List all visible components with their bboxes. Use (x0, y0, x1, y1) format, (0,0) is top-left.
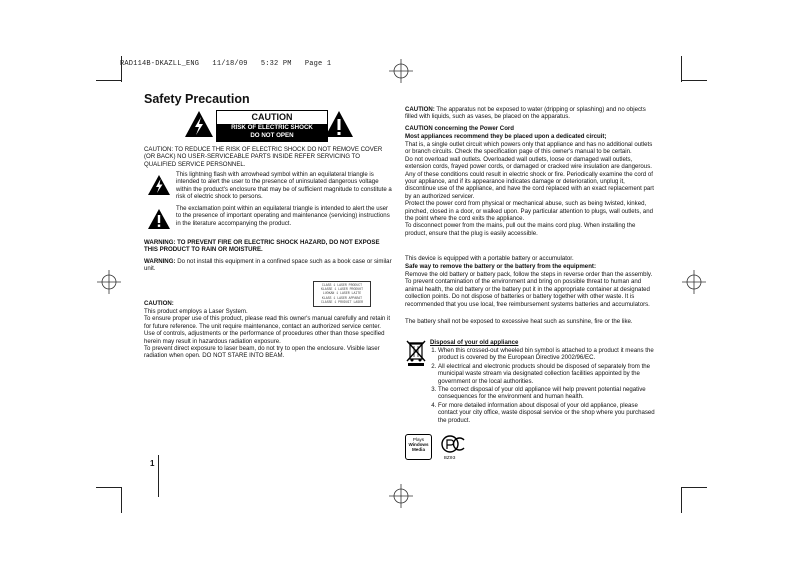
disposal-heading: Disposal of your old appliance (430, 339, 519, 346)
crop-mark (96, 80, 122, 81)
battery-heading: Safe way to remove the battery or the battery from the equipment: (405, 263, 596, 270)
disposal-item: 2. All electrical and electronic products should be disposed of separately from the municipal waste stream via designated collection facilities appointed by the government or the local authorities. (438, 363, 656, 385)
caution-box-title: CAUTION (251, 112, 293, 122)
battery-detail: Remove the old battery or battery pack, follow the steps in reverse order than the assembly. To prevent contamination of the environment and bring on possible threat to human and animal health, the old battery or the battery put it in the appropriate container at designated collection points. Do not dispose of batteries or battery together with other waste. It is recommended that you use local, free reimbursement systems batteries and accumulators. (405, 271, 653, 308)
disposal-item: 4. For more detailed information about disposal of your old appliance, please contact your city office, waste disposal service or the shop where you purchased the product. (438, 402, 656, 424)
registration-target-icon (389, 59, 413, 83)
caution-shock-text: CAUTION: TO REDUCE THE RISK OF ELECTRIC SHOCK DO NOT REMOVE COVER (OR BACK) NO USER-SERVICEABLE PARTS INSIDE REFER SERVICING TO QUALIFIED SERVICE PERSONNEL. (144, 146, 383, 168)
crop-mark (681, 487, 682, 513)
caution-water (405, 106, 657, 121)
exclamation-triangle-icon (324, 110, 354, 138)
disposal-list (424, 347, 656, 425)
page-title: Safety Precaution (144, 92, 250, 106)
caution-water-label: CAUTION: (405, 106, 435, 113)
windows-logo-text: Windows Media (408, 442, 429, 453)
battery-text: This device is equipped with a portable battery or accumulator. (405, 255, 574, 262)
windows-logo-top: Plays (412, 437, 425, 442)
disposal-item: 3. The correct disposal of your old appliance will help prevent potential negative consequences for the environment and human health. (438, 386, 656, 401)
warning-install (144, 258, 392, 273)
print-slug: RAD114B-DKAZLL_ENG 11/18/09 5:32 PM Page 1 (120, 60, 332, 68)
exclamation-triangle-icon (147, 208, 171, 230)
laser-label-line: CLASS 1 LASER PRODUCT (321, 283, 363, 287)
exclamation-explanation: The exclamation point within an equilateral triangle is intended to alert the user to the presence of important operating and maintenance (servicing) instructions in the literature accompanying the product. (176, 205, 390, 227)
warning-install-text: Do not install this equipment in a confined space such as a book case or similar unit. (144, 258, 392, 273)
lightning-explanation: This lightning flash with arrowhead symbol within an equilateral triangle is intended to alert the user to the presence of uninsulated dangerous voltage within the product's enclosure that may be of sufficient magnitude to constitute a risk of electric shock to persons. (176, 171, 392, 201)
caution-laser-text: This product employs a Laser System. To ensure proper use of this product, please read this owner's manual carefully and retain it for future reference. The unit require maintenance, contact an authorized service center. Use of controls, adjustments or the performance of procedures other than those specified herein may result in hazardous radiation exposure. To prevent direct exposure to laser beam, do not try to open the enclosure. Visible laser radiation when open. DO NOT STARE INTO BEAM. (144, 308, 391, 360)
caution-box-warning (217, 124, 327, 141)
disposal-item: 1. When this crossed-out wheeled bin symbol is attached to a product it means the product is covered by the European Directive 2002/96/EC. (438, 347, 656, 362)
windows-media-logo (405, 434, 432, 460)
pct-certification-icon (440, 434, 466, 454)
pct-code: BZ03 (444, 456, 456, 461)
caution-box-line3: DO NOT OPEN (250, 131, 294, 139)
power-cord-text: That is, a single outlet circuit which powers only that appliance and has no additional outlets or branch circuits. Check the specification page of this owner's manual to be certain. Do not overload wall outlets. Overloaded wall outlets, loose or damaged wall outlets, extension cords, frayed power cords, or damaged or cracked wire insulation are dangerous. Any of these conditions could result in electric shock or fire. Periodically examine the cord of your appliance, and if its appearance indicates damage or deterioration, unplug it, discontinue use of the appliance, and have the cord replaced with an exact replacement part by an authorized servicer. Protect the power cord from physical or mechanical abuse, such as being twisted, kinked, pinched, closed in a door, or walked upon. Pay particular attention to plugs, wall outlets, and the point where the cord exits the appliance. To disconnect power from the mains, pull out the mains cord plug. When installing the product, ensure that the plug is easily accessible. (405, 141, 654, 237)
laser-label-line: KLASSE 1 LASER PRODUKT (320, 287, 364, 292)
registration-target-icon (682, 270, 706, 294)
crop-mark (681, 80, 707, 81)
warning-fire-text: WARNING: TO PREVENT FIRE OR ELECTRIC SHOCK HAZARD, DO NOT EXPOSE THIS PRODUCT TO RAIN OR MOISTURE. (144, 239, 380, 254)
laser-label-line: KLASS 1 LASER APPARAT (321, 295, 363, 300)
laser-label-line: LUOKAN 1 LASER LAITE (322, 291, 362, 296)
laser-label-line: CLASSE 1 PRODUIT LASER (320, 299, 364, 304)
caution-box-line2: RISK OF ELECTRIC SHOCK (231, 124, 313, 131)
margin-rule (158, 455, 159, 497)
lightning-triangle-icon (184, 110, 214, 138)
crop-mark (681, 487, 707, 488)
warning-install-label: WARNING: (144, 258, 176, 265)
lightning-triangle-icon (147, 174, 171, 196)
registration-target-icon (389, 484, 413, 508)
caution-water-text: The apparatus not be exposed to water (dripping or splashing) and no objects filled with liquids, such as vases, be placed on the apparatus. (405, 106, 646, 121)
laser-class-label (313, 281, 371, 307)
crop-mark (121, 487, 122, 513)
battery-heat: The battery shall not be exposed to excessive heat such as sunshine, fire or the like. (405, 318, 633, 325)
registration-target-icon (97, 270, 121, 294)
power-cord-heading: CAUTION concerning the Power Cord (405, 125, 515, 132)
crop-mark (681, 56, 682, 82)
crop-mark (96, 487, 122, 488)
caution-laser-heading: CAUTION: (144, 300, 174, 307)
page-number: 1 (150, 459, 155, 468)
power-cord-subheading: Most appliances recommend they be placed upon a dedicated circuit; (405, 133, 607, 140)
caution-label-box (216, 110, 328, 142)
